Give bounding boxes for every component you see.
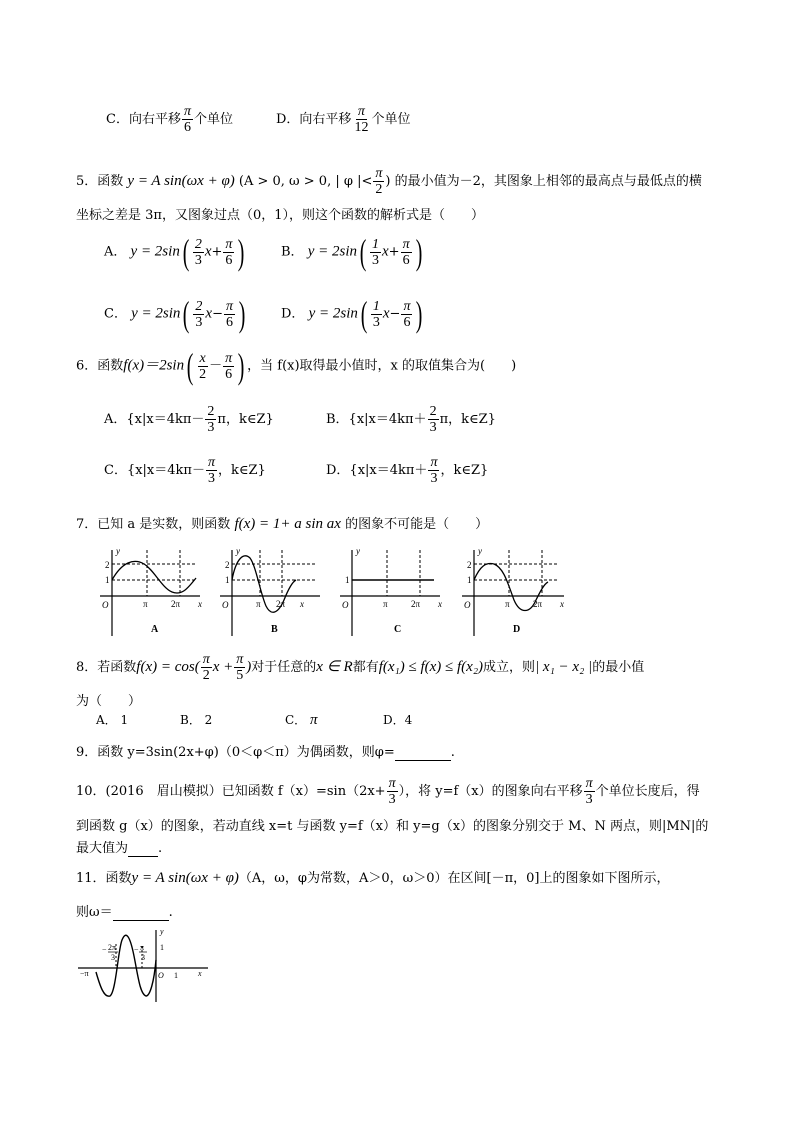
q6-option-d[interactable]: D．{x|x＝4kπ＋ $\frac{\pi}{3}$ ，k∈Z}	[326, 455, 489, 486]
svg-text:x: x	[198, 969, 202, 978]
q5-b-frac1: $\frac{1}{3}$	[372, 236, 379, 268]
q7-graph-d[interactable]	[458, 544, 568, 639]
q8-option-a[interactable]: A． 1	[96, 713, 129, 727]
svg-text:−: −	[134, 945, 139, 954]
svg-text:π: π	[383, 599, 388, 609]
svg-text:π: π	[143, 599, 148, 609]
q6-option-b[interactable]: B．{x|x＝4kπ＋ $\frac{2}{3}$ π，k∈Z}	[326, 404, 496, 435]
q8-stem-line2: 为（ ）	[76, 694, 142, 709]
q11-graph	[74, 926, 214, 1004]
svg-text:2: 2	[467, 560, 472, 570]
svg-text:O: O	[222, 600, 229, 610]
svg-text:1: 1	[105, 575, 110, 585]
q8-option-b[interactable]: B． 2	[180, 713, 213, 727]
q6-option-c[interactable]: C．{x|x＝4kπ－ $\frac{\pi}{3}$ ，k∈Z}	[104, 455, 266, 486]
q4-d-fraction: $\frac{\pi}{12}$	[354, 104, 369, 135]
svg-text:π: π	[256, 599, 261, 609]
q5-option-c[interactable]: C． y = 2sin( $\frac{2}{3}$ x− $\frac{\pi}{6}$ )	[104, 294, 246, 334]
svg-text:O: O	[102, 600, 109, 610]
q8-stem-line1: 8．若函数f(x) = cos( $\frac{\pi}{2}$ x + $\frac{\pi}{5}$ )对于任意的x ∈ R都有f(x₁) ≤ f(x) ≤ f(x₂)成立，则| x₁ − x₂ |的最小值	[76, 652, 645, 683]
svg-text:y: y	[478, 546, 482, 556]
q5-stem-line1: 5．函数 y = A sin(ωx + φ) (A > 0, ω > 0, | φ |< $\frac{\pi}{2}$ ) 的最小值为－2，其图象上相邻的最高点与最低点的横	[76, 166, 702, 197]
svg-text:1: 1	[160, 943, 164, 952]
q5-c-frac2: $\frac{\pi}{6}$	[225, 298, 233, 330]
q7-graph-a[interactable]	[96, 544, 204, 639]
svg-text:π: π	[140, 943, 145, 952]
svg-text:y: y	[236, 546, 240, 556]
svg-text:2: 2	[105, 560, 110, 570]
q4-option-c[interactable]: C．向右平移 $\frac{\pi}{6}$ 个单位	[106, 104, 233, 135]
q10-stem-line1: 10．(2016 眉山模拟）已知函数 f（x）=sin（2x+ $\frac{\pi}{3}$ ），将 y=f（x）的图象向右平移 $\frac{\pi}{3}$ 个单位长度后，得	[76, 776, 700, 807]
q7-graph-d-caption: D	[513, 624, 521, 635]
svg-text:y: y	[356, 546, 360, 556]
q8-option-c[interactable]: C． π	[285, 712, 318, 728]
svg-text:x: x	[438, 599, 442, 609]
q7-graph-a-caption: A	[151, 624, 159, 635]
q11-answer-blank[interactable]	[113, 905, 169, 921]
svg-text:1: 1	[225, 575, 230, 585]
svg-text:O: O	[464, 600, 471, 610]
q5-a-frac1: $\frac{2}{3}$	[194, 236, 202, 268]
svg-text:2π: 2π	[108, 943, 117, 952]
svg-text:1: 1	[345, 575, 350, 585]
svg-text:y: y	[116, 546, 120, 556]
svg-text:−: −	[102, 945, 107, 954]
q4-option-d[interactable]: D．向右平移 $\frac{\pi}{12}$ 个单位	[276, 104, 411, 135]
q7-graph-b[interactable]	[216, 544, 324, 639]
svg-text:2π: 2π	[276, 599, 286, 609]
svg-text:π: π	[505, 599, 510, 609]
q9-stem: 9．函数 y=3sin(2x+φ)（0＜φ＜π）为偶函数，则φ= .	[76, 745, 455, 760]
svg-text:1: 1	[467, 575, 472, 585]
svg-text:1: 1	[174, 971, 178, 980]
svg-text:−π: −π	[80, 969, 89, 978]
q5-cond-fraction: $\frac{\pi}{2}$	[375, 166, 383, 197]
q4-c-fraction: $\frac{\pi}{6}$	[183, 104, 191, 135]
q10-answer-blank[interactable]	[128, 841, 158, 857]
svg-text:x: x	[198, 599, 202, 609]
svg-text:2: 2	[225, 560, 230, 570]
svg-text:x: x	[560, 599, 564, 609]
q5-stem-line2: 坐标之差是 3π，又图象过点（0，1），则这个函数的解析式是（ ）	[76, 208, 484, 223]
svg-text:O: O	[342, 600, 349, 610]
svg-text:2π: 2π	[411, 599, 421, 609]
svg-text:y: y	[160, 927, 164, 936]
svg-text:x: x	[300, 599, 304, 609]
q6-stem: 6．函数f(x)＝2sin( $\frac{x}{2}$ － $\frac{\pi}{6}$ ) ，当 f(x)取得最小值时，x 的取值集合为( )	[76, 346, 517, 386]
svg-text:3: 3	[141, 953, 145, 962]
q6-option-a[interactable]: A．{x|x＝4kπ－ $\frac{2}{3}$ π，k∈Z}	[104, 404, 274, 435]
q10-stem-line2: 到函数 g（x）的图象，若动直线 x=t 与函数 y=f（x）和 y=g（x）的图象分别交于 M、N 两点，则|MN|的	[76, 819, 709, 834]
q10-stem-line3: 最大值为 .	[76, 841, 163, 856]
svg-text:O: O	[158, 971, 164, 980]
svg-text:2π: 2π	[171, 599, 181, 609]
q7-stem: 7．已知 a 是实数，则函数 f(x) = 1+ a sin ax 的图象不可能是（ ）	[76, 516, 489, 532]
q5-d-frac2: $\frac{\pi}{6}$	[403, 298, 411, 330]
q5-option-d[interactable]: D． y = 2sin( $\frac{1}{3}$ x− $\frac{\pi}{6}$ )	[281, 294, 423, 334]
q7-graph-c-caption: C	[394, 624, 402, 635]
q5-a-frac2: $\frac{\pi}{6}$	[225, 236, 233, 268]
q6-frac1: $\frac{x}{2}$	[199, 350, 207, 382]
q7-graph-b-caption: B	[271, 624, 278, 635]
svg-text:3: 3	[111, 953, 115, 962]
q5-c-frac1: $\frac{2}{3}$	[195, 298, 203, 330]
q5-d-frac1: $\frac{1}{3}$	[372, 298, 380, 330]
q7-graph-c[interactable]	[336, 544, 444, 639]
q6-frac2: $\frac{\pi}{6}$	[225, 350, 233, 382]
q8-option-d[interactable]: D．4	[383, 713, 413, 727]
svg-text:2π: 2π	[533, 599, 543, 609]
q5-b-frac2: $\frac{\pi}{6}$	[402, 236, 410, 268]
q11-stem-line2: 则ω＝ .	[76, 905, 173, 920]
q5-option-b[interactable]: B． y = 2sin( $\frac{1}{3}$ x+ $\frac{\pi}{6}$ )	[281, 232, 422, 272]
q11-stem-line1: 11．函数y = A sin(ωx + φ)（A，ω，φ为常数，A＞0，ω＞0）在区间[－π，0]上的图象如下图所示，	[76, 870, 670, 886]
q9-answer-blank[interactable]	[395, 745, 451, 761]
q5-option-a[interactable]: A． y = 2sin( $\frac{2}{3}$ x+ $\frac{\pi}{6}$ )	[104, 232, 245, 272]
